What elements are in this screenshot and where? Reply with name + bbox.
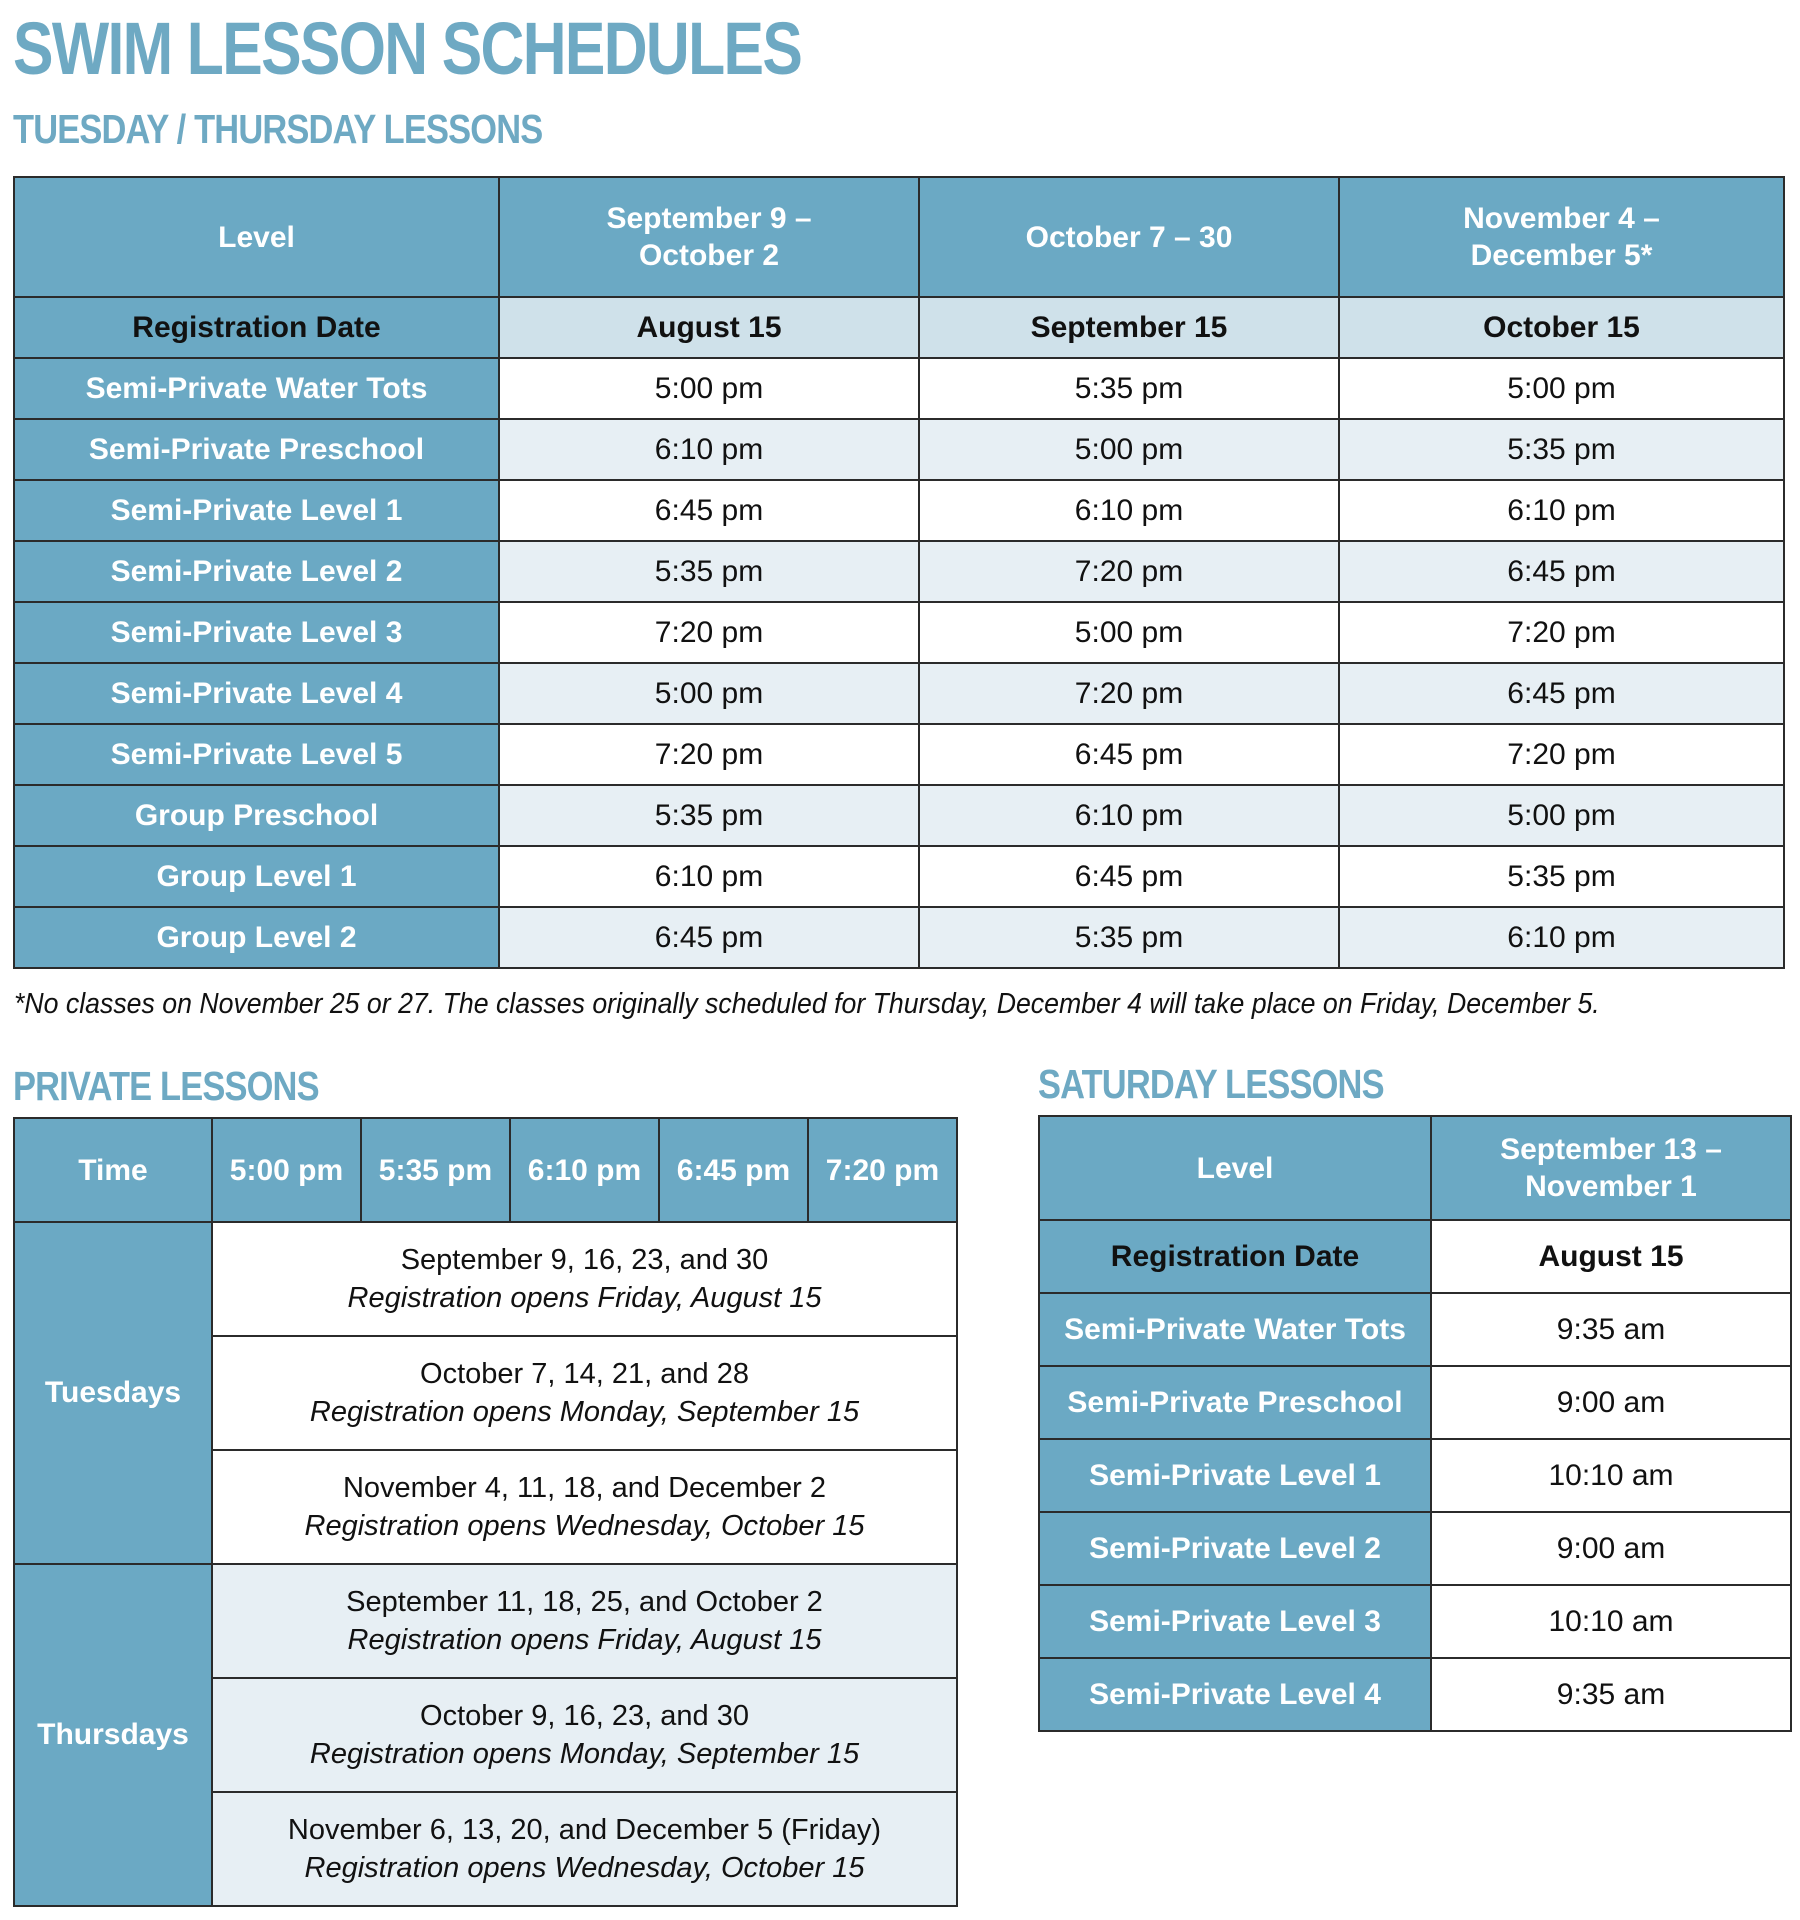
session-cell [212, 1564, 957, 1678]
saturday-heading: SATURDAY LESSONS [1038, 1061, 1384, 1107]
registration-date: August 15 [499, 297, 919, 358]
time-cell: 6:10 pm [499, 846, 919, 907]
time-cell: 5:00 pm [499, 663, 919, 724]
table-row [1039, 1439, 1791, 1512]
registration-date: October 15 [1339, 297, 1784, 358]
table-row [1039, 1658, 1791, 1731]
time-cell: 6:10 pm [919, 480, 1339, 541]
time-cell: 7:20 pm [919, 663, 1339, 724]
table-row [14, 358, 1784, 419]
table-row [14, 785, 1784, 846]
session-registration: Registration opens Friday, August 15 [347, 1282, 822, 1314]
time-header: 7:20 pm [808, 1118, 957, 1222]
time-cell: 7:20 pm [1339, 724, 1784, 785]
level-cell: Semi-Private Level 4 [1039, 1658, 1431, 1731]
level-cell: Semi-Private Level 5 [14, 724, 499, 785]
session-cell [212, 1336, 957, 1450]
column-header: Level [1039, 1116, 1431, 1220]
time-cell: 6:45 pm [919, 846, 1339, 907]
time-cell: 5:35 pm [499, 785, 919, 846]
level-cell: Semi-Private Water Tots [1039, 1293, 1431, 1366]
level-cell: Semi-Private Level 2 [14, 541, 499, 602]
table-row [1039, 1293, 1791, 1366]
table-row [14, 541, 1784, 602]
table-row [14, 419, 1784, 480]
private-heading: PRIVATE LESSONS [13, 1063, 319, 1109]
session-dates: September 11, 18, 25, and October 2 [346, 1586, 823, 1618]
registration-row [1039, 1220, 1791, 1293]
session-registration: Registration opens Friday, August 15 [347, 1624, 822, 1656]
time-header: 6:10 pm [510, 1118, 659, 1222]
time-cell: 6:10 pm [1339, 480, 1784, 541]
level-cell: Semi-Private Level 4 [14, 663, 499, 724]
time-cell: 5:35 pm [1339, 846, 1784, 907]
table-row [14, 602, 1784, 663]
session-dates: November 6, 13, 20, and December 5 (Friday) [287, 1814, 882, 1846]
footnote: *No classes on November 25 or 27. The classes originally scheduled for Thursday, December 4 will take place on Friday, December 5. [14, 988, 1600, 1020]
column-header: September 9 – October 2 [499, 177, 919, 297]
time-cell: 9:35 am [1431, 1293, 1791, 1366]
level-cell: Group Level 2 [14, 907, 499, 968]
time-cell: 6:10 pm [1339, 907, 1784, 968]
session-cell [212, 1678, 957, 1792]
time-cell: 6:45 pm [499, 480, 919, 541]
time-cell: 5:35 pm [919, 358, 1339, 419]
registration-date: August 15 [1431, 1220, 1791, 1293]
time-cell: 7:20 pm [499, 724, 919, 785]
session-cell [212, 1450, 957, 1564]
registration-row [14, 297, 1784, 358]
session-registration: Registration opens Monday, September 15 [309, 1396, 860, 1428]
session-registration: Registration opens Wednesday, October 15 [304, 1852, 865, 1884]
table-row [1039, 1585, 1791, 1658]
column-header: Level [14, 177, 499, 297]
time-cell: 5:00 pm [919, 419, 1339, 480]
time-cell: 7:20 pm [1339, 602, 1784, 663]
level-cell: Semi-Private Water Tots [14, 358, 499, 419]
session-registration: Registration opens Monday, September 15 [309, 1738, 860, 1770]
time-cell: 5:00 pm [499, 358, 919, 419]
registration-label: Registration Date [14, 297, 499, 358]
saturday-table [1038, 1115, 1792, 1732]
session-dates: September 9, 16, 23, and 30 [400, 1244, 769, 1276]
time-cell: 6:10 pm [499, 419, 919, 480]
session-cell [212, 1222, 957, 1336]
time-cell: 5:35 pm [1339, 419, 1784, 480]
time-cell: 5:35 pm [499, 541, 919, 602]
level-cell: Semi-Private Level 2 [1039, 1512, 1431, 1585]
time-cell: 9:35 am [1431, 1658, 1791, 1731]
table-row [14, 907, 1784, 968]
tue-thu-header-row [14, 177, 1784, 297]
registration-label: Registration Date [1039, 1220, 1431, 1293]
table-row [14, 1564, 957, 1678]
tue-thu-table [13, 176, 1785, 969]
level-cell: Semi-Private Level 1 [14, 480, 499, 541]
time-cell: 6:45 pm [1339, 541, 1784, 602]
time-cell: 7:20 pm [499, 602, 919, 663]
level-cell: Semi-Private Preschool [14, 419, 499, 480]
page-title: SWIM LESSON SCHEDULES [13, 7, 802, 90]
level-cell: Group Preschool [14, 785, 499, 846]
column-header: November 4 – December 5* [1339, 177, 1784, 297]
time-cell: 5:35 pm [919, 907, 1339, 968]
time-cell: 6:45 pm [1339, 663, 1784, 724]
table-row [14, 1222, 957, 1336]
time-cell: 5:00 pm [919, 602, 1339, 663]
day-cell: Thursdays [14, 1564, 212, 1906]
time-cell: 5:00 pm [1339, 785, 1784, 846]
time-cell: 6:45 pm [919, 724, 1339, 785]
registration-date: September 15 [919, 297, 1339, 358]
table-row [14, 480, 1784, 541]
time-cell: 9:00 am [1431, 1366, 1791, 1439]
time-cell: 10:10 am [1431, 1439, 1791, 1512]
private-header-row [14, 1118, 957, 1222]
time-header: 5:35 pm [361, 1118, 510, 1222]
session-cell [212, 1792, 957, 1906]
level-cell: Semi-Private Preschool [1039, 1366, 1431, 1439]
session-dates: October 9, 16, 23, and 30 [420, 1700, 749, 1732]
time-cell: 7:20 pm [919, 541, 1339, 602]
saturday-header-row [1039, 1116, 1791, 1220]
table-row [1039, 1512, 1791, 1585]
private-table [13, 1117, 958, 1907]
table-row [14, 724, 1784, 785]
table-row [1039, 1366, 1791, 1439]
table-row [14, 846, 1784, 907]
tue-thu-heading: TUESDAY / THURSDAY LESSONS [13, 106, 543, 152]
time-cell: 10:10 am [1431, 1585, 1791, 1658]
time-cell: 9:00 am [1431, 1512, 1791, 1585]
time-cell: 6:45 pm [499, 907, 919, 968]
time-cell: 6:10 pm [919, 785, 1339, 846]
level-cell: Semi-Private Level 1 [1039, 1439, 1431, 1512]
column-header: September 13 – November 1 [1431, 1116, 1791, 1220]
column-header: October 7 – 30 [919, 177, 1339, 297]
level-cell: Semi-Private Level 3 [1039, 1585, 1431, 1658]
session-dates: November 4, 11, 18, and December 2 [342, 1472, 827, 1504]
time-cell: 5:00 pm [1339, 358, 1784, 419]
time-header: 5:00 pm [212, 1118, 361, 1222]
level-cell: Group Level 1 [14, 846, 499, 907]
time-header: 6:45 pm [659, 1118, 808, 1222]
session-registration: Registration opens Wednesday, October 15 [304, 1510, 865, 1542]
session-dates: October 7, 14, 21, and 28 [420, 1358, 749, 1390]
time-label: Time [14, 1118, 212, 1222]
level-cell: Semi-Private Level 3 [14, 602, 499, 663]
table-row [14, 663, 1784, 724]
day-cell: Tuesdays [14, 1222, 212, 1564]
